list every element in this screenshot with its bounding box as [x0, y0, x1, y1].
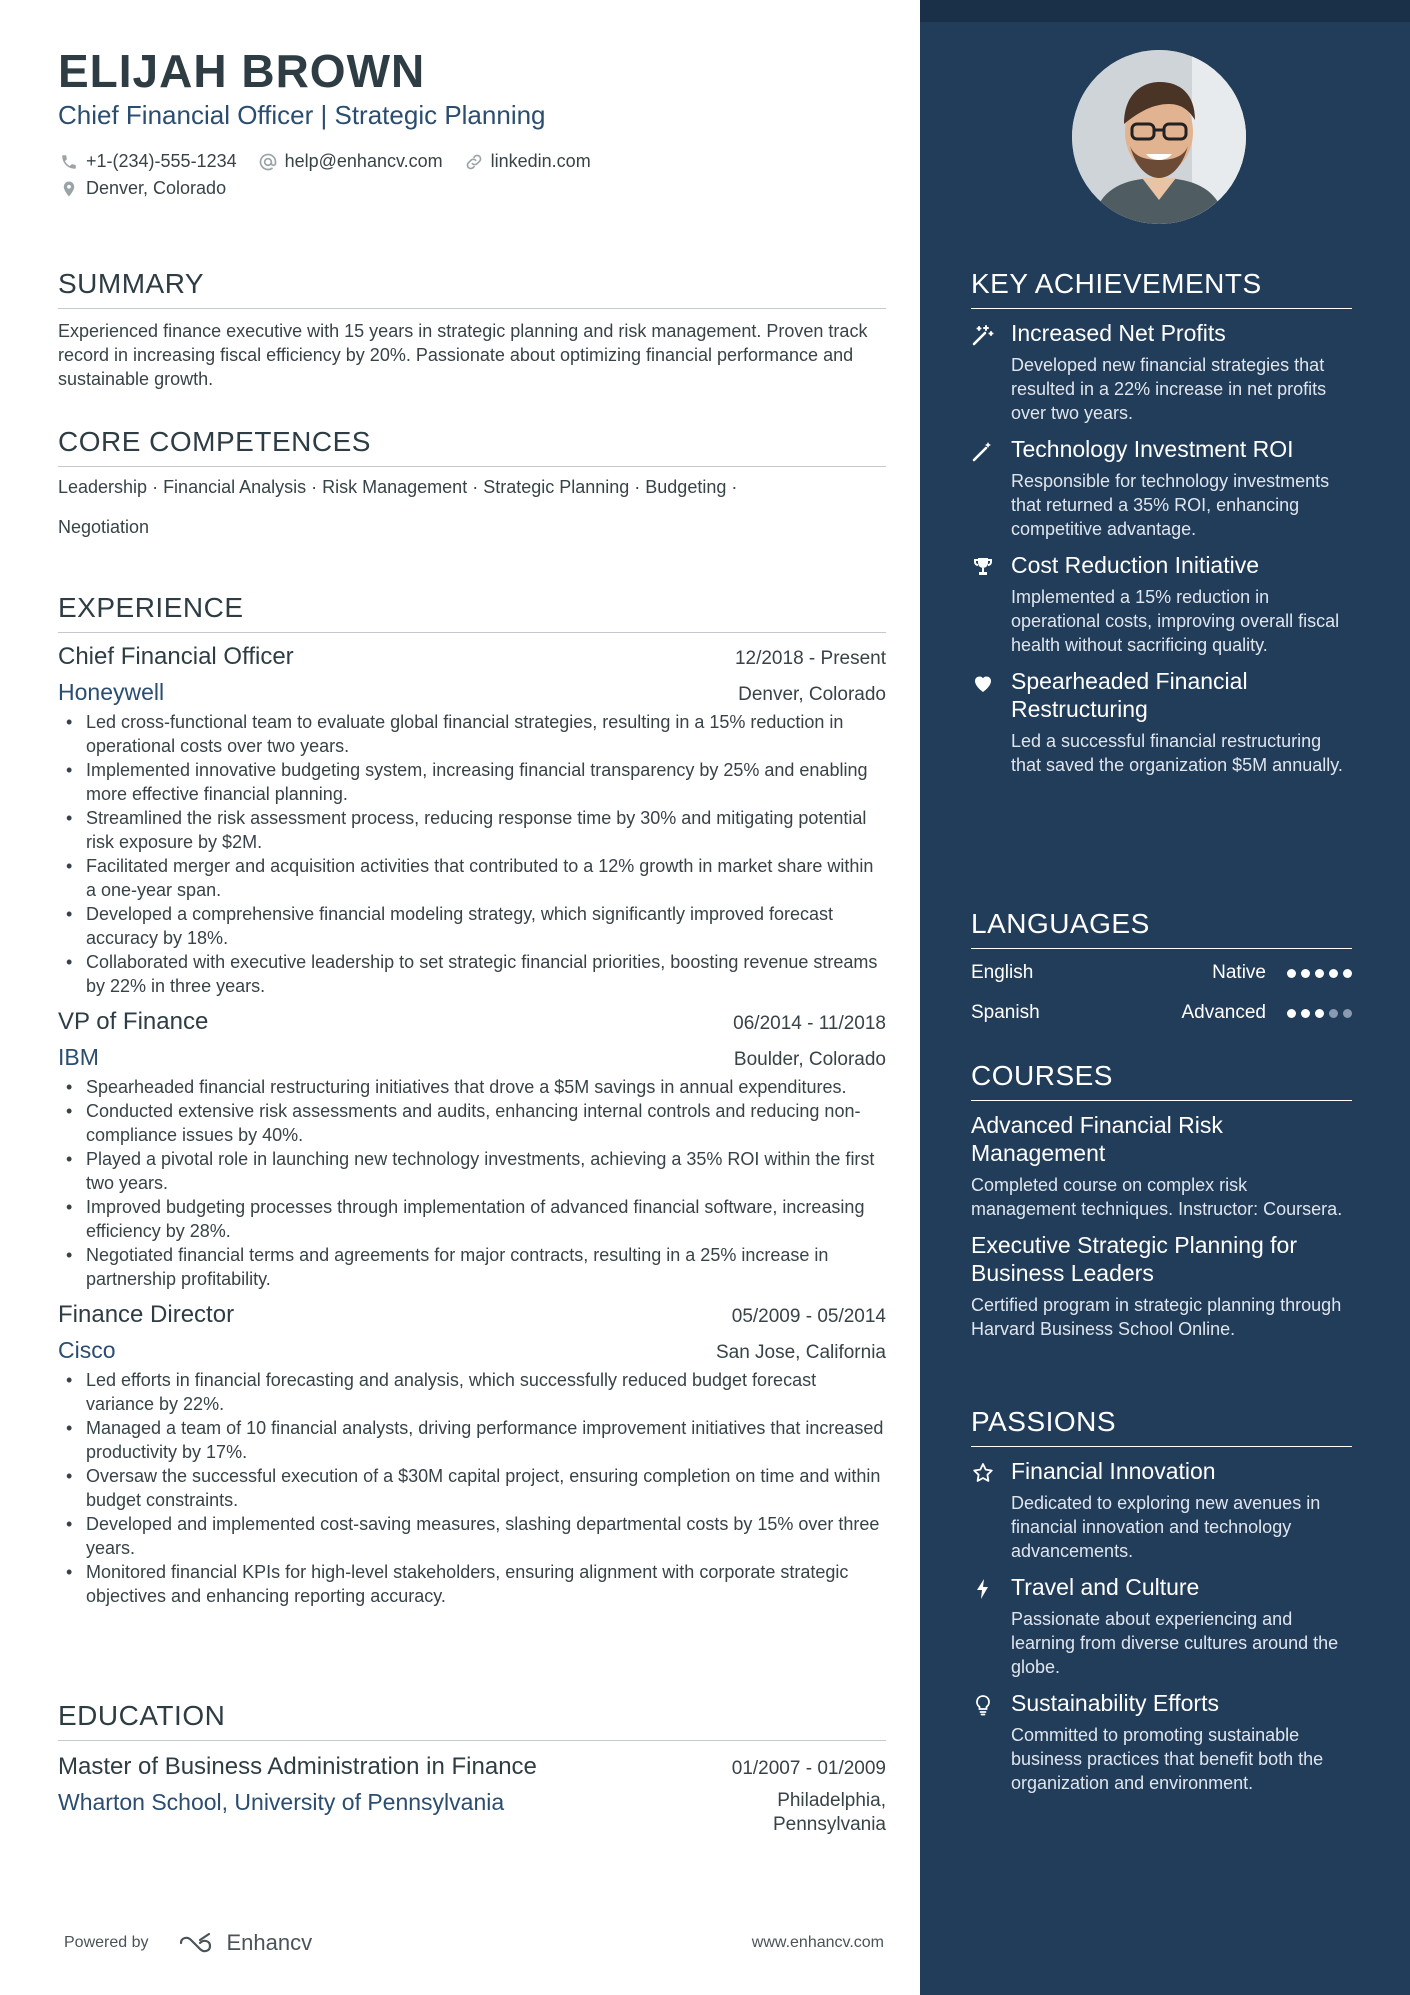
experience-list — [58, 643, 886, 1608]
contact-linkedin[interactable] — [463, 151, 591, 173]
course-desc: Certified program in strategic planning through Harvard Business School Online. — [971, 1295, 1342, 1339]
job-dates: 12/2018 - Present — [734, 648, 886, 669]
achievement-item — [971, 551, 1352, 657]
sidebar-top-bar — [920, 0, 1410, 22]
job-bullet: • Managed a team of 10 financial analysts, driving performance improvement initiatives that increased productivity by 17%. — [58, 1416, 886, 1464]
job-role: Finance Director — [58, 1301, 235, 1328]
education-section — [58, 1700, 886, 1837]
achievements-heading: KEY ACHIEVEMENTS — [971, 268, 1352, 309]
job-bullet: • Spearheaded financial restructuring initiatives that drove a $5M savings in annual expenditures. — [58, 1075, 886, 1099]
link-icon — [463, 151, 485, 173]
job-bullet: • Played a pivotal role in launching new technology investments, achieving a 35% ROI within the first two years. — [58, 1147, 886, 1195]
passion-title: Travel and Culture — [1011, 1574, 1200, 1600]
job-entry — [58, 643, 886, 998]
heart-icon — [971, 667, 1011, 777]
contact-phone[interactable] — [58, 151, 237, 173]
rating-dot — [1343, 1009, 1352, 1018]
job-bullet: • Streamlined the risk assessment process, reducing response time by 30% and mitigating potential risk exposure by $2M. — [58, 806, 886, 854]
language-name: Spanish — [971, 1002, 1040, 1023]
achievements-list — [971, 319, 1352, 777]
job-bullet: • Facilitated merger and acquisition activities that contributed to a 12% growth in market share within a one-year span. — [58, 854, 886, 902]
rating-dot — [1329, 969, 1338, 978]
language-item — [971, 953, 1352, 993]
job-bullet: • Negotiated financial terms and agreements for major contracts, resulting in a 25% increase in partnership profitability. — [58, 1243, 886, 1291]
job-company: IBM — [58, 1044, 99, 1070]
enhancv-logo-icon — [177, 1931, 223, 1955]
achievement-desc: Responsible for technology investments that returned a 35% ROI, enhancing competitive advantage. — [1011, 471, 1330, 539]
experience-section — [58, 592, 886, 1608]
course-item — [971, 1231, 1352, 1341]
achievement-item — [971, 667, 1352, 777]
language-level: Native — [1212, 962, 1266, 983]
passion-desc: Passionate about experiencing and learning from diverse cultures around the globe. — [1011, 1609, 1339, 1677]
location-text: Denver, Colorado — [86, 178, 227, 198]
email-text: help@enhancv.com — [284, 151, 443, 171]
avatar — [1072, 50, 1246, 224]
courses-section — [971, 1060, 1352, 1341]
lightning-icon — [971, 1573, 1011, 1679]
language-level: Advanced — [1181, 1002, 1266, 1023]
rating-dot — [1315, 969, 1324, 978]
languages-section — [971, 908, 1352, 1033]
job-bullet: • Monitored financial KPIs for high-level stakeholders, ensuring alignment with corporate strategic objectives and enhancing reporting accuracy. — [58, 1560, 886, 1608]
job-role: Chief Financial Officer — [58, 643, 294, 670]
languages-list — [971, 953, 1352, 1033]
achievement-desc: Developed new financial strategies that resulted in a 22% increase in net profits over two years. — [1011, 355, 1327, 423]
job-location: San Jose, California — [715, 1342, 886, 1363]
job-bullets — [58, 710, 886, 998]
competences-line-2: Negotiation — [58, 517, 150, 537]
job-company: Honeywell — [58, 679, 165, 705]
education-heading: EDUCATION — [58, 1700, 886, 1741]
phone-icon — [58, 151, 80, 173]
job-bullet: • Led cross-functional team to evaluate global financial strategies, resulting in a 15% reduction in operational costs over two years. — [58, 710, 886, 758]
rating-dot — [1287, 1009, 1296, 1018]
achievement-item — [971, 435, 1352, 541]
enhancv-logo[interactable] — [177, 1930, 313, 1956]
candidate-name: ELIJAH BROWN — [58, 45, 426, 97]
achievements-section — [971, 268, 1352, 777]
wand-sparkle-icon — [971, 435, 1011, 541]
job-location: Denver, Colorado — [738, 684, 886, 705]
passions-heading: PASSIONS — [971, 1406, 1352, 1447]
sidebar — [920, 0, 1410, 1995]
candidate-title: Chief Financial Officer | Strategic Planning — [58, 100, 546, 130]
rating-dot — [1329, 1009, 1338, 1018]
language-name: English — [971, 962, 1034, 983]
passion-item — [971, 1573, 1352, 1679]
passion-desc: Committed to promoting sustainable business practices that benefit both the organization and environment. — [1011, 1725, 1324, 1793]
job-bullet: • Led efforts in financial forecasting and analysis, which successfully reduced budget forecast variance by 22%. — [58, 1368, 886, 1416]
education-school: Wharton School, University of Pennsylvania — [58, 1789, 505, 1815]
achievement-title: Technology Investment ROI — [1011, 436, 1294, 462]
job-bullet: • Implemented innovative budgeting system, increasing financial transparency by 25% and enabling more effective financial planning. — [58, 758, 886, 806]
job-bullets — [58, 1075, 886, 1291]
job-bullet: • Oversaw the successful execution of a $30M capital project, ensuring completion on time and within budget constraints. — [58, 1464, 886, 1512]
education-location-line-1: Philadelphia, — [777, 1790, 886, 1811]
job-company: Cisco — [58, 1337, 116, 1363]
summary-heading: SUMMARY — [58, 268, 886, 309]
language-rating — [1282, 969, 1352, 978]
passions-section — [971, 1406, 1352, 1795]
passion-desc: Dedicated to exploring new avenues in financial innovation and technology advancements. — [1011, 1493, 1321, 1561]
passion-item — [971, 1457, 1352, 1563]
rating-dot — [1301, 969, 1310, 978]
courses-heading: COURSES — [971, 1060, 1352, 1101]
rating-dot — [1287, 969, 1296, 978]
location-pin-icon — [58, 178, 80, 200]
contact-info — [58, 148, 898, 202]
achievement-desc: Implemented a 15% reduction in operational costs, improving overall fiscal health without sacrificing quality. — [1011, 587, 1340, 655]
achievement-title: Spearheaded Financial Restructuring — [1011, 668, 1248, 722]
job-bullet: • Improved budgeting processes through implementation of advanced financial software, increasing efficiency by 28%. — [58, 1195, 886, 1243]
star-icon — [971, 1457, 1011, 1563]
trophy-icon — [971, 551, 1011, 657]
phone-text: +1-(234)-555-1234 — [86, 151, 237, 171]
contact-location — [58, 178, 226, 200]
rating-dot — [1343, 969, 1352, 978]
rating-dot — [1315, 1009, 1324, 1018]
summary-section — [58, 268, 886, 391]
lightbulb-icon — [971, 1689, 1011, 1795]
education-degree: Master of Business Administration in Finance — [58, 1753, 537, 1780]
job-bullet: • Collaborated with executive leadership to set strategic financial priorities, boosting revenue streams by 22% in three years. — [58, 950, 886, 998]
achievement-title: Increased Net Profits — [1011, 320, 1226, 346]
footer-url[interactable]: www.enhancv.com — [751, 1934, 884, 1951]
achievement-desc: Led a successful financial restructuring that saved the organization $5M annually. — [1011, 731, 1343, 775]
powered-by-text: Powered by — [64, 1934, 149, 1951]
linkedin-text: linkedin.com — [490, 151, 591, 171]
summary-text: Experienced finance executive with 15 years in strategic planning and risk management. Proven track record in increasing fiscal efficiency by 20%. Passionate about optimizing financial performance and sustainable growth. — [58, 321, 868, 389]
job-dates: 06/2014 - 11/2018 — [733, 1013, 886, 1034]
language-rating — [1282, 1009, 1352, 1018]
at-icon — [257, 151, 279, 173]
passions-list — [971, 1457, 1352, 1795]
course-title: Executive Strategic Planning for Business Leaders — [971, 1232, 1298, 1286]
competences-heading: CORE COMPETENCES — [58, 426, 886, 467]
passion-item — [971, 1689, 1352, 1795]
achievement-title: Cost Reduction Initiative — [1011, 552, 1260, 578]
job-dates: 05/2009 - 05/2014 — [731, 1306, 886, 1327]
experience-heading: EXPERIENCE — [58, 592, 886, 633]
footer — [64, 1930, 884, 1956]
job-entry — [58, 1301, 886, 1608]
competences-line-1: Leadership · Financial Analysis · Risk Management · Strategic Planning · Budgeting · — [58, 477, 738, 497]
passion-title: Financial Innovation — [1011, 1458, 1216, 1484]
job-role: VP of Finance — [58, 1008, 209, 1035]
job-location: Boulder, Colorado — [733, 1049, 886, 1070]
achievement-item — [971, 319, 1352, 425]
course-title: Advanced Financial Risk Management — [971, 1112, 1223, 1166]
education-dates: 01/2007 - 01/2009 — [731, 1758, 886, 1779]
job-entry — [58, 1008, 886, 1291]
course-item — [971, 1111, 1352, 1221]
competences-section — [58, 426, 886, 547]
job-bullet: • Conducted extensive risk assessments and audits, enhancing internal controls and reducing non-compliance issues by 40%. — [58, 1099, 886, 1147]
passion-title: Sustainability Efforts — [1011, 1690, 1219, 1716]
rating-dot — [1301, 1009, 1310, 1018]
language-item — [971, 993, 1352, 1033]
enhancv-brand-text: Enhancv — [226, 1930, 313, 1955]
education-location-line-2: Pennsylvania — [772, 1814, 886, 1835]
job-bullets — [58, 1368, 886, 1608]
magic-wand-icon — [971, 319, 1011, 425]
job-bullet: • Developed and implemented cost-saving measures, slashing departmental costs by 15% over three years. — [58, 1512, 886, 1560]
education-location — [726, 1789, 886, 1837]
course-desc: Completed course on complex risk management techniques. Instructor: Coursera. — [971, 1175, 1343, 1219]
languages-heading: LANGUAGES — [971, 908, 1352, 949]
courses-list — [971, 1111, 1352, 1341]
contact-email[interactable] — [257, 151, 443, 173]
job-bullet: • Developed a comprehensive financial modeling strategy, which significantly improved forecast accuracy by 18%. — [58, 902, 886, 950]
